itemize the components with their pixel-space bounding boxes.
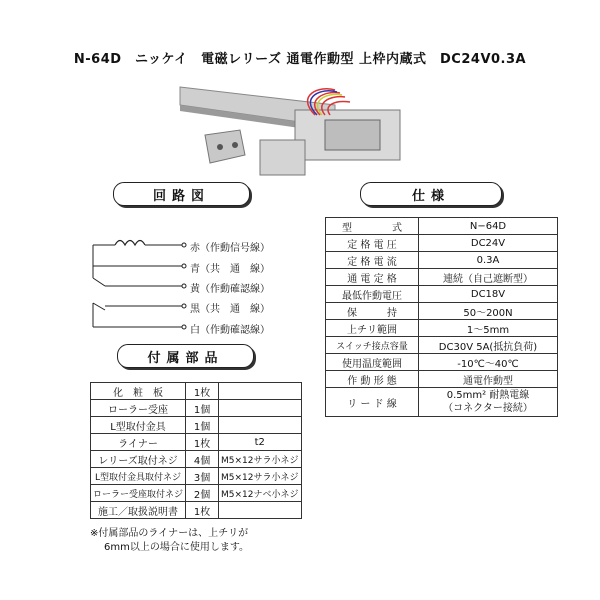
- table-row: リ ー ド 線 0.5mm² 耐熱電線 （コネクター接続）: [326, 388, 558, 417]
- table-row: 定 格 電 圧 DC24V: [326, 235, 558, 252]
- accessories-heading: 付属部品: [117, 344, 254, 368]
- table-row: 保 持 50〜200N: [326, 303, 558, 320]
- table-row: L型取付金具取付ネジ 3個 M5×12サラ小ネジ: [91, 468, 302, 485]
- accessories-table: [90, 382, 302, 519]
- roller-seat: [260, 140, 305, 175]
- wire-label-white: 白（作動確認線）: [190, 325, 270, 336]
- table-row: 施工／取扱説明書 1枚: [91, 502, 302, 519]
- accessory-note: ※付属部品のライナーは、上チリが 6mm以上の場合に使用します。: [90, 528, 250, 553]
- terminal: [182, 243, 186, 247]
- l-bracket: [205, 130, 245, 163]
- table-row: L型取付金具 1個: [91, 417, 302, 434]
- table-row: 通 電 定 格 連続（自己遮断型）: [326, 269, 558, 286]
- product-photo: [175, 75, 425, 185]
- table-row: 定 格 電 流 0.3A: [326, 252, 558, 269]
- table-row: ローラー受座取付ネジ 2個 M5×12ナベ小ネジ: [91, 485, 302, 502]
- switch-2: [93, 303, 105, 310]
- table-row: 使用温度範囲 -10℃〜40℃: [326, 354, 558, 371]
- wire-label-blue: 青（共 通 線）: [190, 264, 270, 275]
- coil-symbol: [115, 241, 145, 246]
- wire-label-red: 赤（作動信号線）: [190, 243, 270, 254]
- terminal: [182, 325, 186, 329]
- table-row: 化 粧 板 1枚: [91, 383, 302, 400]
- spec-heading: 仕様: [360, 182, 502, 206]
- terminal: [182, 284, 186, 288]
- table-row: 作 動 形 態 通電作動型: [326, 371, 558, 388]
- table-row: 最低作動電圧 DC18V: [326, 286, 558, 303]
- table-row: スイッチ接点容量 DC30V 5A(抵抗負荷): [326, 337, 558, 354]
- wire-label-yellow: 黄（作動確認線）: [190, 284, 270, 295]
- terminal: [182, 264, 186, 268]
- circuit-heading: 回路図: [113, 182, 250, 206]
- terminal: [182, 304, 186, 308]
- wire-label-black: 黒（共 通 線）: [190, 304, 270, 315]
- table-row: 型 式 N−64D: [326, 218, 558, 235]
- release-core: [325, 120, 380, 150]
- spec-table: [325, 217, 558, 417]
- table-row: ローラー受座 1個: [91, 400, 302, 417]
- table-row: レリーズ取付ネジ 4個 M5×12サラ小ネジ: [91, 451, 302, 468]
- table-row: 上チリ範囲 1〜5mm: [326, 320, 558, 337]
- page-title: N-64D ニッケイ 電磁レリーズ 通電作動型 上枠内蔵式 DC24V0.3A: [73, 52, 527, 67]
- table-row: ライナー 1枚 t2: [91, 434, 302, 451]
